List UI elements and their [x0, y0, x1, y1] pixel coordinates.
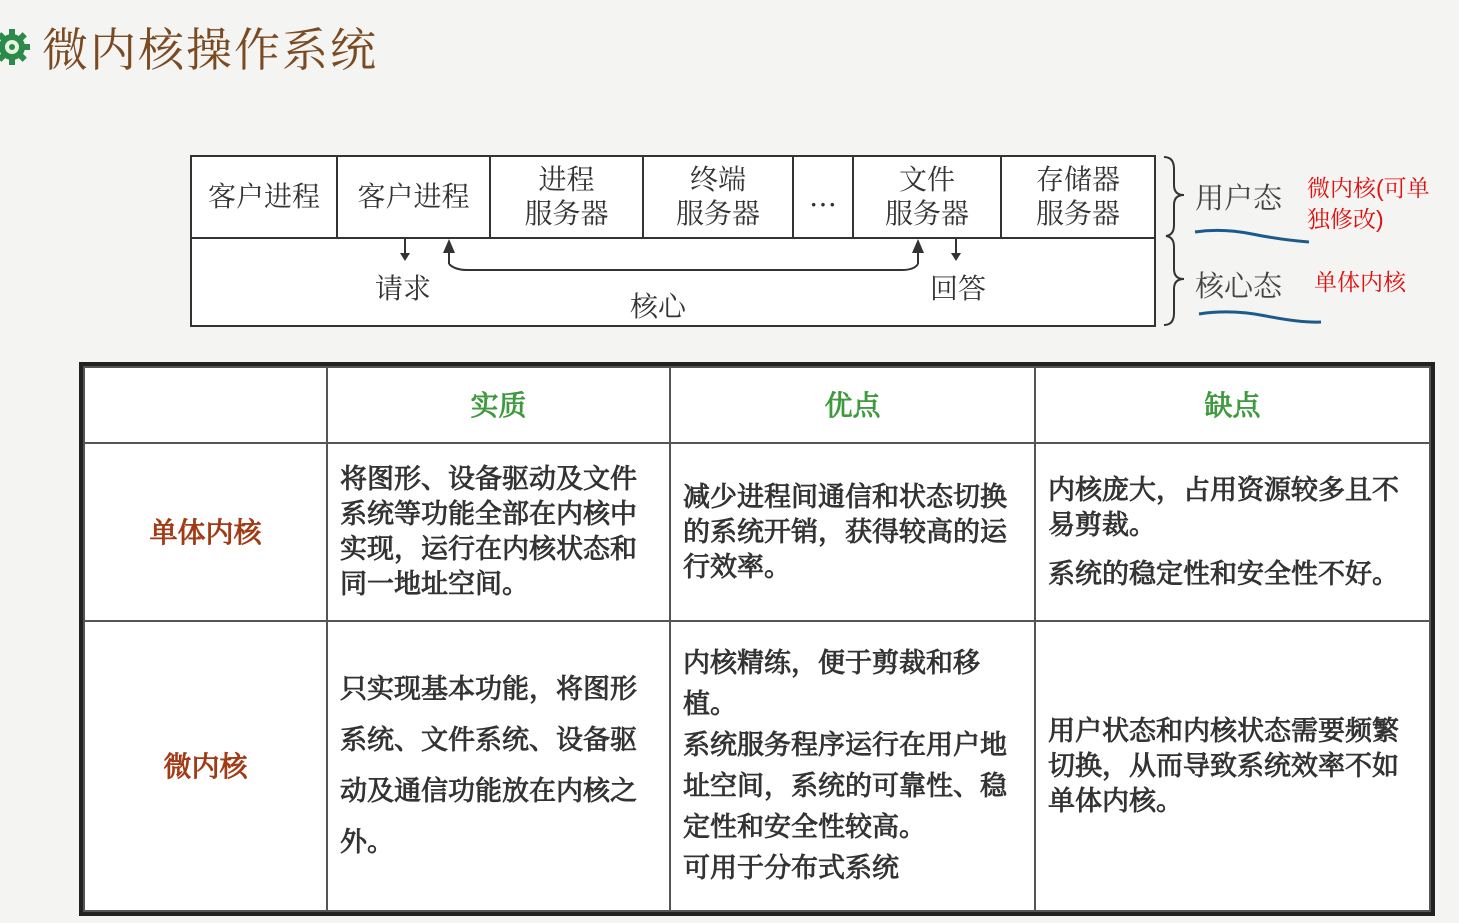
monolithic-cons-cell: 内核庞大，占用资源较多且不易剪裁。 系统的稳定性和安全性不好。 [1035, 443, 1430, 621]
client-process-box-2: 客户进程 [338, 157, 491, 237]
client-process-box-1: 客户进程 [192, 157, 338, 237]
microkernel-essence-cell: 只实现基本功能，将图形系统、文件系统、设备驱动及通信功能放在内核之外。 [327, 621, 670, 911]
storage-server-box: 存储器 服务器 [1035, 163, 1120, 230]
file-server-box: 文件 服务器 [854, 157, 1002, 237]
header-essence: 实质 [327, 367, 670, 443]
mode-brace-icon [1160, 155, 1190, 329]
kernel-mode-label: 核心态 [1195, 269, 1283, 303]
user-mode-label: 用户态 [1195, 181, 1283, 215]
monolithic-pros-cell: 减少进程间通信和状态切换的系统开销，获得较高的运行效率。 [670, 443, 1035, 621]
row-header-monolithic: 单体内核 [84, 443, 327, 621]
request-label: 请求 [375, 272, 432, 305]
user-mode-note: 微内核(可单 独修改) [1307, 175, 1430, 232]
process-server-box: 进程 服务器 [491, 157, 644, 237]
header-pros: 优点 [670, 367, 1035, 443]
table-row-microkernel [84, 621, 1430, 911]
title-bar [0, 12, 378, 82]
header-cons: 缺点 [1035, 367, 1430, 443]
table-header-row [84, 367, 1430, 443]
reply-label: 回答 [930, 272, 987, 305]
ellipsis-box: … [794, 157, 854, 237]
kernel-mode-underline [1196, 306, 1324, 326]
kernel-label: 核心 [630, 290, 687, 323]
table-row-monolithic [84, 443, 1430, 621]
microkernel-architecture-diagram [190, 155, 1156, 327]
terminal-server-box: 终端 服务器 [644, 157, 794, 237]
page-title: 微内核操作系统 [42, 23, 378, 77]
kernel-comparison-table [79, 362, 1435, 916]
gear-bullet-icon [0, 27, 32, 67]
microkernel-pros-cell: 内核精练，便于剪裁和移植。 系统服务程序运行在用户地址空间，系统的可靠性、稳定性和安全性较高。 可用于分布式系统 [670, 621, 1035, 911]
monolithic-essence-cell: 将图形、设备驱动及文件系统等功能全部在内核中实现，运行在内核状态和同一地址空间。 [327, 443, 670, 621]
microkernel-cons-cell: 用户状态和内核状态需要频繁切换，从而导致系统效率不如单体内核。 [1035, 621, 1430, 911]
header-empty [84, 367, 327, 443]
kernel-mode-note: 单体内核 [1314, 269, 1406, 295]
row-header-microkernel: 微内核 [84, 621, 327, 911]
user-mode-underline [1192, 226, 1312, 246]
